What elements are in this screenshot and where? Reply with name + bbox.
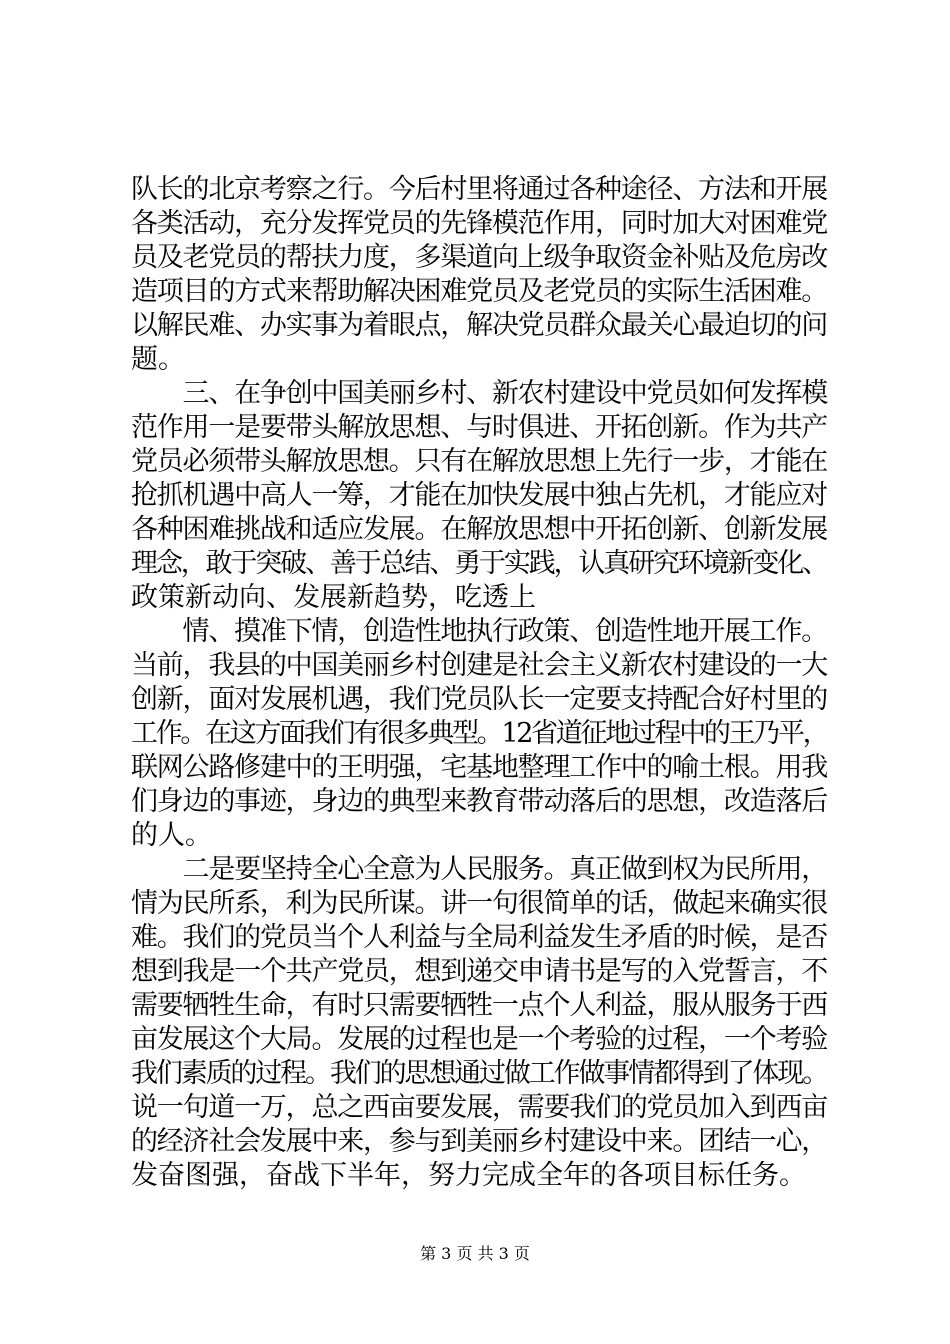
text-line: 情、摸准下情，创造性地执行政策、创造性地开展工作。 — [131, 616, 827, 647]
text-line: 的经济社会发展中来，参与到美丽乡村建设中来。团结一心， — [131, 1126, 827, 1157]
text-line: 我们素质的过程。我们的思想通过做工作做事情都得到了体现。 — [131, 1058, 827, 1089]
text-line: 党员必须带头解放思想。只有在解放思想上先行一步，才能在 — [131, 446, 827, 477]
text-line: 造项目的方式来帮助解决困难党员及老党员的实际生活困难。 — [131, 276, 827, 307]
text-line: 当前，我县的中国美丽乡村创建是社会主义新农村建设的一大 — [131, 650, 827, 681]
text-line: 发奋图强，奋战下半年，努力完成全年的各项目标任务。 — [131, 1160, 806, 1191]
text-line: 题。 — [131, 344, 185, 375]
text-line: 二是要坚持全心全意为人民服务。真正做到权为民所用， — [131, 854, 827, 885]
text-line: 三、在争创中国美丽乡村、新农村建设中党员如何发挥模 — [131, 378, 827, 409]
text-line: 情为民所系，利为民所谋。讲一句很简单的话，做起来确实很 — [131, 888, 827, 919]
text-line: 队长的北京考察之行。今后村里将通过各种途径、方法和开展 — [131, 174, 827, 205]
text-line: 联网公路修建中的王明强，宅基地整理工作中的喻土根。用我 — [131, 752, 827, 783]
text-line: 难。我们的党员当个人利益与全局利益发生矛盾的时候，是否 — [131, 922, 827, 953]
text-line: 抢抓机遇中高人一筹，才能在加快发展中独占先机，才能应对 — [131, 480, 827, 511]
text-line: 范作用一是要带头解放思想、与时俱进、开拓创新。作为共产 — [131, 412, 827, 443]
text-line: 以解民难、办实事为着眼点，解决党员群众最关心最迫切的问 — [131, 310, 827, 341]
document-body — [131, 173, 827, 1193]
text-line: 员及老党员的帮扶力度，多渠道向上级争取资金补贴及危房改 — [131, 242, 827, 273]
text-line: 各类活动，充分发挥党员的先锋模范作用，同时加大对困难党 — [131, 208, 827, 239]
text-line: 的人。 — [131, 820, 212, 851]
text-line: 理念，敢于突破、善于总结、勇于实践，认真研究环境新变化、 — [131, 548, 827, 579]
text-line: 说一句道一万，总之西亩要发展，需要我们的党员加入到西亩 — [131, 1092, 827, 1123]
text-line: 亩发展这个大局。发展的过程也是一个考验的过程，一个考验 — [131, 1024, 827, 1055]
text-line: 各种困难挑战和适应发展。在解放思想中开拓创新、创新发展 — [131, 514, 827, 545]
page-footer: 第 3 页 共 3 页 — [420, 1244, 530, 1263]
text-line: 需要牺牲生命，有时只需要牺牲一点个人利益，服从服务于西 — [131, 990, 827, 1021]
text-line: 工作。在这方面我们有很多典型。12省道征地过程中的王乃平， — [131, 718, 828, 749]
text-line: 创新，面对发展机遇，我们党员队长一定要支持配合好村里的 — [131, 684, 827, 715]
text-line: 想到我是一个共产党员，想到递交申请书是写的入党誓言，不 — [131, 956, 827, 987]
text-line: 政策新动向、发展新趋势，吃透上 — [131, 582, 536, 613]
text-line: 们身边的事迹，身边的典型来教育带动落后的思想，改造落后 — [131, 786, 827, 817]
